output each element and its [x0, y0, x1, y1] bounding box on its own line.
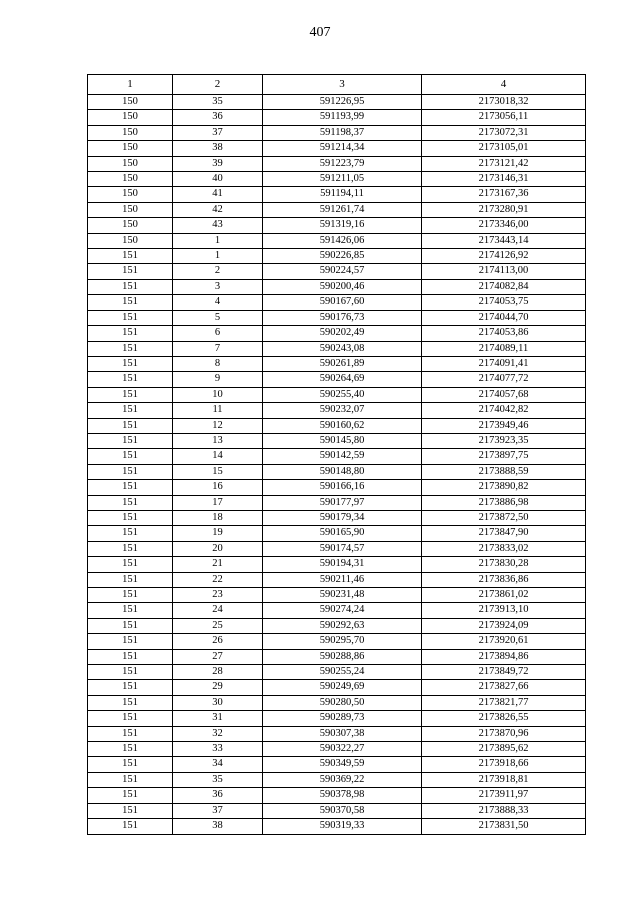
table-row — [88, 449, 586, 464]
table-row — [88, 233, 586, 248]
cell-x: 590255,40 — [263, 387, 422, 402]
cell-y: 2173167,36 — [422, 187, 586, 202]
cell-x: 590289,73 — [263, 711, 422, 726]
table-header-row — [88, 75, 586, 95]
cell-section: 151 — [88, 680, 173, 695]
table-row — [88, 510, 586, 525]
cell-point: 7 — [173, 341, 263, 356]
cell-section: 151 — [88, 464, 173, 479]
cell-point: 38 — [173, 141, 263, 156]
cell-section: 151 — [88, 356, 173, 371]
cell-x: 590370,58 — [263, 803, 422, 818]
cell-point: 38 — [173, 819, 263, 834]
table-row — [88, 464, 586, 479]
table-row — [88, 356, 586, 371]
cell-point: 36 — [173, 110, 263, 125]
cell-y: 2173918,81 — [422, 772, 586, 787]
cell-x: 590295,70 — [263, 634, 422, 649]
table-row — [88, 711, 586, 726]
cell-y: 2173072,31 — [422, 125, 586, 140]
cell-section: 150 — [88, 125, 173, 140]
cell-y: 2173920,61 — [422, 634, 586, 649]
table-row — [88, 156, 586, 171]
cell-x: 590142,59 — [263, 449, 422, 464]
cell-section: 151 — [88, 326, 173, 341]
table-row — [88, 618, 586, 633]
cell-y: 2174077,72 — [422, 372, 586, 387]
cell-y: 2173897,75 — [422, 449, 586, 464]
cell-x: 590243,08 — [263, 341, 422, 356]
table-row — [88, 680, 586, 695]
cell-x: 591261,74 — [263, 202, 422, 217]
cell-point: 25 — [173, 618, 263, 633]
cell-section: 151 — [88, 603, 173, 618]
cell-section: 151 — [88, 557, 173, 572]
cell-y: 2173833,02 — [422, 541, 586, 556]
cell-point: 10 — [173, 387, 263, 402]
cell-point: 35 — [173, 95, 263, 110]
cell-section: 151 — [88, 695, 173, 710]
table-row — [88, 95, 586, 110]
cell-x: 590307,38 — [263, 726, 422, 741]
cell-section: 151 — [88, 819, 173, 834]
cell-point: 11 — [173, 403, 263, 418]
table-row — [88, 603, 586, 618]
table-row — [88, 495, 586, 510]
cell-point: 13 — [173, 433, 263, 448]
cell-y: 2173886,98 — [422, 495, 586, 510]
cell-x: 590255,24 — [263, 665, 422, 680]
cell-y: 2173146,31 — [422, 172, 586, 187]
table-row — [88, 649, 586, 664]
cell-section: 151 — [88, 295, 173, 310]
cell-point: 33 — [173, 742, 263, 757]
table-row — [88, 572, 586, 587]
cell-x: 590349,59 — [263, 757, 422, 772]
cell-section: 151 — [88, 418, 173, 433]
cell-y: 2173895,62 — [422, 742, 586, 757]
cell-point: 24 — [173, 603, 263, 618]
table-row — [88, 819, 586, 834]
cell-point: 17 — [173, 495, 263, 510]
cell-point: 19 — [173, 526, 263, 541]
cell-x: 590166,16 — [263, 480, 422, 495]
cell-y: 2173924,09 — [422, 618, 586, 633]
table-row — [88, 526, 586, 541]
cell-section: 151 — [88, 634, 173, 649]
cell-y: 2173870,96 — [422, 726, 586, 741]
cell-section: 150 — [88, 156, 173, 171]
table-row — [88, 172, 586, 187]
cell-point: 14 — [173, 449, 263, 464]
cell-y: 2173443,14 — [422, 233, 586, 248]
cell-y: 2173831,50 — [422, 819, 586, 834]
table-row — [88, 634, 586, 649]
cell-x: 590378,98 — [263, 788, 422, 803]
cell-x: 590369,22 — [263, 772, 422, 787]
cell-point: 20 — [173, 541, 263, 556]
cell-point: 43 — [173, 218, 263, 233]
table-row — [88, 387, 586, 402]
cell-section: 150 — [88, 95, 173, 110]
cell-x: 591319,16 — [263, 218, 422, 233]
cell-x: 591193,99 — [263, 110, 422, 125]
cell-y: 2173913,10 — [422, 603, 586, 618]
cell-section: 151 — [88, 480, 173, 495]
cell-point: 40 — [173, 172, 263, 187]
cell-section: 151 — [88, 726, 173, 741]
cell-x: 590211,46 — [263, 572, 422, 587]
cell-section: 151 — [88, 510, 173, 525]
cell-section: 150 — [88, 202, 173, 217]
cell-section: 150 — [88, 218, 173, 233]
cell-y: 2173847,90 — [422, 526, 586, 541]
cell-y: 2173105,01 — [422, 141, 586, 156]
cell-y: 2173346,00 — [422, 218, 586, 233]
cell-point: 9 — [173, 372, 263, 387]
table-row — [88, 742, 586, 757]
table-row — [88, 788, 586, 803]
cell-point: 36 — [173, 788, 263, 803]
cell-point: 26 — [173, 634, 263, 649]
table-row — [88, 264, 586, 279]
cell-section: 151 — [88, 403, 173, 418]
cell-section: 151 — [88, 372, 173, 387]
cell-section: 151 — [88, 526, 173, 541]
table-row — [88, 279, 586, 294]
cell-y: 2174126,92 — [422, 249, 586, 264]
cell-point: 1 — [173, 233, 263, 248]
table-row — [88, 541, 586, 556]
cell-point: 2 — [173, 264, 263, 279]
cell-x: 590200,46 — [263, 279, 422, 294]
cell-y: 2173836,86 — [422, 572, 586, 587]
cell-section: 151 — [88, 803, 173, 818]
cell-point: 31 — [173, 711, 263, 726]
cell-section: 151 — [88, 449, 173, 464]
cell-x: 590194,31 — [263, 557, 422, 572]
cell-x: 590174,57 — [263, 541, 422, 556]
cell-y: 2173888,33 — [422, 803, 586, 818]
cell-section: 151 — [88, 711, 173, 726]
cell-x: 591198,37 — [263, 125, 422, 140]
cell-section: 151 — [88, 742, 173, 757]
cell-x: 590231,48 — [263, 588, 422, 603]
cell-y: 2174053,86 — [422, 326, 586, 341]
cell-y: 2173827,66 — [422, 680, 586, 695]
cell-y: 2173949,46 — [422, 418, 586, 433]
cell-x: 590261,89 — [263, 356, 422, 371]
table-row — [88, 125, 586, 140]
cell-y: 2174044,70 — [422, 310, 586, 325]
cell-x: 590226,85 — [263, 249, 422, 264]
table-row — [88, 326, 586, 341]
cell-x: 590179,34 — [263, 510, 422, 525]
cell-section: 151 — [88, 788, 173, 803]
cell-point: 22 — [173, 572, 263, 587]
cell-section: 151 — [88, 249, 173, 264]
cell-x: 591226,95 — [263, 95, 422, 110]
table-row — [88, 665, 586, 680]
coordinates-table — [87, 74, 586, 835]
cell-section: 151 — [88, 572, 173, 587]
table-row — [88, 803, 586, 818]
table-row — [88, 187, 586, 202]
cell-section: 151 — [88, 649, 173, 664]
table-row — [88, 726, 586, 741]
cell-point: 27 — [173, 649, 263, 664]
cell-point: 1 — [173, 249, 263, 264]
table-row — [88, 757, 586, 772]
cell-x: 590176,73 — [263, 310, 422, 325]
cell-section: 151 — [88, 264, 173, 279]
column-header-3: 3 — [263, 75, 422, 95]
cell-y: 2174082,84 — [422, 279, 586, 294]
table-body — [88, 95, 586, 835]
cell-point: 30 — [173, 695, 263, 710]
cell-x: 590280,50 — [263, 695, 422, 710]
cell-point: 37 — [173, 125, 263, 140]
table-row — [88, 110, 586, 125]
cell-y: 2173821,77 — [422, 695, 586, 710]
cell-section: 150 — [88, 141, 173, 156]
cell-point: 5 — [173, 310, 263, 325]
cell-point: 28 — [173, 665, 263, 680]
cell-point: 35 — [173, 772, 263, 787]
table-row — [88, 588, 586, 603]
cell-x: 590165,90 — [263, 526, 422, 541]
cell-point: 39 — [173, 156, 263, 171]
cell-x: 590319,33 — [263, 819, 422, 834]
cell-x: 590202,49 — [263, 326, 422, 341]
cell-section: 151 — [88, 757, 173, 772]
cell-point: 16 — [173, 480, 263, 495]
cell-section: 151 — [88, 433, 173, 448]
cell-x: 590167,60 — [263, 295, 422, 310]
cell-point: 3 — [173, 279, 263, 294]
cell-x: 590292,63 — [263, 618, 422, 633]
table-row — [88, 310, 586, 325]
column-header-4: 4 — [422, 75, 586, 95]
table-row — [88, 418, 586, 433]
table-row — [88, 372, 586, 387]
cell-y: 2173872,50 — [422, 510, 586, 525]
cell-point: 34 — [173, 757, 263, 772]
cell-y: 2173280,91 — [422, 202, 586, 217]
cell-y: 2173888,59 — [422, 464, 586, 479]
cell-x: 590160,62 — [263, 418, 422, 433]
table-row — [88, 295, 586, 310]
cell-point: 37 — [173, 803, 263, 818]
cell-y: 2173890,82 — [422, 480, 586, 495]
cell-section: 150 — [88, 110, 173, 125]
cell-section: 151 — [88, 772, 173, 787]
cell-x: 591211,05 — [263, 172, 422, 187]
cell-section: 150 — [88, 172, 173, 187]
cell-y: 2173861,02 — [422, 588, 586, 603]
cell-x: 590232,07 — [263, 403, 422, 418]
cell-x: 590264,69 — [263, 372, 422, 387]
cell-y: 2174113,00 — [422, 264, 586, 279]
cell-section: 150 — [88, 187, 173, 202]
cell-point: 8 — [173, 356, 263, 371]
cell-x: 590177,97 — [263, 495, 422, 510]
cell-x: 591426,06 — [263, 233, 422, 248]
cell-point: 4 — [173, 295, 263, 310]
cell-x: 590274,24 — [263, 603, 422, 618]
table-row — [88, 433, 586, 448]
cell-point: 6 — [173, 326, 263, 341]
table-row — [88, 772, 586, 787]
cell-y: 2173826,55 — [422, 711, 586, 726]
cell-point: 23 — [173, 588, 263, 603]
cell-y: 2174053,75 — [422, 295, 586, 310]
cell-y: 2173121,42 — [422, 156, 586, 171]
page-number: 407 — [309, 25, 331, 40]
cell-point: 18 — [173, 510, 263, 525]
table-row — [88, 202, 586, 217]
cell-section: 151 — [88, 341, 173, 356]
table-row — [88, 341, 586, 356]
cell-x: 591194,11 — [263, 187, 422, 202]
cell-y: 2174057,68 — [422, 387, 586, 402]
cell-section: 151 — [88, 279, 173, 294]
cell-point: 29 — [173, 680, 263, 695]
cell-y: 2173830,28 — [422, 557, 586, 572]
cell-section: 151 — [88, 310, 173, 325]
cell-section: 151 — [88, 387, 173, 402]
cell-y: 2174042,82 — [422, 403, 586, 418]
cell-y: 2173923,35 — [422, 433, 586, 448]
cell-y: 2173056,11 — [422, 110, 586, 125]
cell-x: 590148,80 — [263, 464, 422, 479]
table-row — [88, 480, 586, 495]
table-row — [88, 249, 586, 264]
cell-y: 2173918,66 — [422, 757, 586, 772]
cell-section: 151 — [88, 541, 173, 556]
cell-x: 590322,27 — [263, 742, 422, 757]
cell-section: 151 — [88, 495, 173, 510]
column-header-2: 2 — [173, 75, 263, 95]
cell-point: 15 — [173, 464, 263, 479]
cell-x: 590288,86 — [263, 649, 422, 664]
cell-x: 591223,79 — [263, 156, 422, 171]
table-row — [88, 695, 586, 710]
cell-section: 150 — [88, 233, 173, 248]
table-row — [88, 557, 586, 572]
cell-section: 151 — [88, 618, 173, 633]
cell-point: 42 — [173, 202, 263, 217]
cell-y: 2173894,86 — [422, 649, 586, 664]
cell-section: 151 — [88, 588, 173, 603]
cell-x: 590249,69 — [263, 680, 422, 695]
cell-y: 2174089,11 — [422, 341, 586, 356]
cell-y: 2173849,72 — [422, 665, 586, 680]
table-row — [88, 218, 586, 233]
cell-point: 41 — [173, 187, 263, 202]
cell-point: 21 — [173, 557, 263, 572]
cell-x: 590145,80 — [263, 433, 422, 448]
table-row — [88, 403, 586, 418]
table-row — [88, 141, 586, 156]
cell-x: 590224,57 — [263, 264, 422, 279]
cell-point: 12 — [173, 418, 263, 433]
column-header-1: 1 — [88, 75, 173, 95]
cell-y: 2173911,97 — [422, 788, 586, 803]
cell-section: 151 — [88, 665, 173, 680]
cell-y: 2174091,41 — [422, 356, 586, 371]
cell-x: 591214,34 — [263, 141, 422, 156]
cell-point: 32 — [173, 726, 263, 741]
cell-y: 2173018,32 — [422, 95, 586, 110]
